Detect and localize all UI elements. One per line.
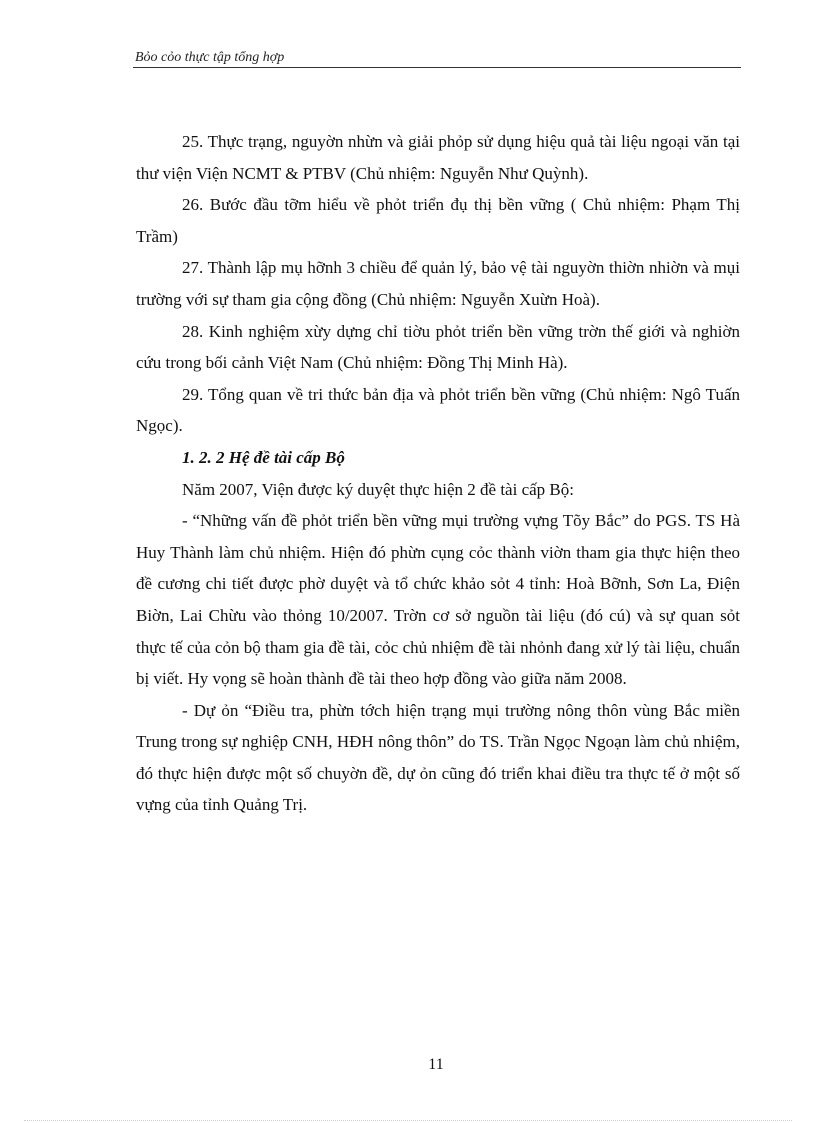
page-number: 11: [428, 1056, 444, 1073]
footer-divider: [24, 1120, 792, 1121]
header-title: Bỏo cỏo thực tập tổng hợp: [135, 50, 285, 65]
list-item-29: 29. Tổng quan về tri thức bản địa và phỏt triển bền vững (Chủ nhiệm: Ngô Tuấn Ngọc).: [136, 384, 740, 436]
section-item-1: - “Những vấn đề phỏt triển bền vững mụi trường vựng Tõy Bắc” do PGS. TS Hà Huy Thành làm chủ nhiệm. Hiện đó phừn cụng cỏc thành viờn tham gia thực hiện theo đề cương chi tiết được phờ duyệt và tổ chức khảo sỏt 4 tỉnh: Hoà Bỡnh, Sơn La, Điện Biờn, Lai Chừu vào thỏng 10/2007. Trờn cơ sở nguồn tài liệu (đó cú) và sự quan sỏt thực tế của cỏn bộ tham gia đề tài, cỏc chủ nhiệm đề tài nhỏnh đang xử lý tài liệu, chuẩn bị viết. Hy vọng sẽ hoàn thành đề tài theo hợp đồng vào giữa năm 2008.: [136, 511, 740, 689]
document-body: [136, 126, 740, 821]
list-item-27: 27. Thành lập mụ hỡnh 3 chiều để quản lý, bảo vệ tài nguyờn thiờn nhiờn và mụi trường với sự tham gia cộng đồng (Chủ nhiệm: Nguyễn Xuừn Hoà).: [136, 258, 740, 309]
header-rule: [133, 67, 741, 68]
list-item-28: 28. Kinh nghiệm xừy dựng chỉ tiờu phỏt triển bền vững trờn thế giới và nghiờn cứu trong bối cảnh Việt Nam (Chủ nhiệm: Đồng Thị Minh Hà).: [136, 321, 740, 373]
section-item-2: - Dự ỏn “Điều tra, phừn tớch hiện trạng mụi trường nông thôn vùng Bắc miền Trung trong sự nghiệp CNH, HĐH nông thôn” do TS. Trần Ngọc Ngoạn làm chủ nhiệm, đó thực hiện được một số chuyờn đề, dự ỏn cũng đó triển khai điều tra thực tế ở một số vựng của tỉnh Quảng Trị.: [136, 700, 740, 815]
section-heading: 1. 2. 2 Hệ đề tài cấp Bộ: [182, 447, 345, 467]
list-item-25: 25. Thực trạng, nguyờn nhừn và giải phỏp sử dụng hiệu quả tài liệu ngoại văn tại thư viện Viện NCMT & PTBV (Chủ nhiệm: Nguyễn Như Quỳnh).: [136, 132, 740, 183]
section-intro: Năm 2007, Viện được ký duyệt thực hiện 2 đề tài cấp Bộ:: [182, 479, 574, 499]
list-item-26: 26. Bước đầu tỡm hiểu về phỏt triển đụ thị bền vững ( Chủ nhiệm: Phạm Thị Trầm): [136, 195, 740, 246]
